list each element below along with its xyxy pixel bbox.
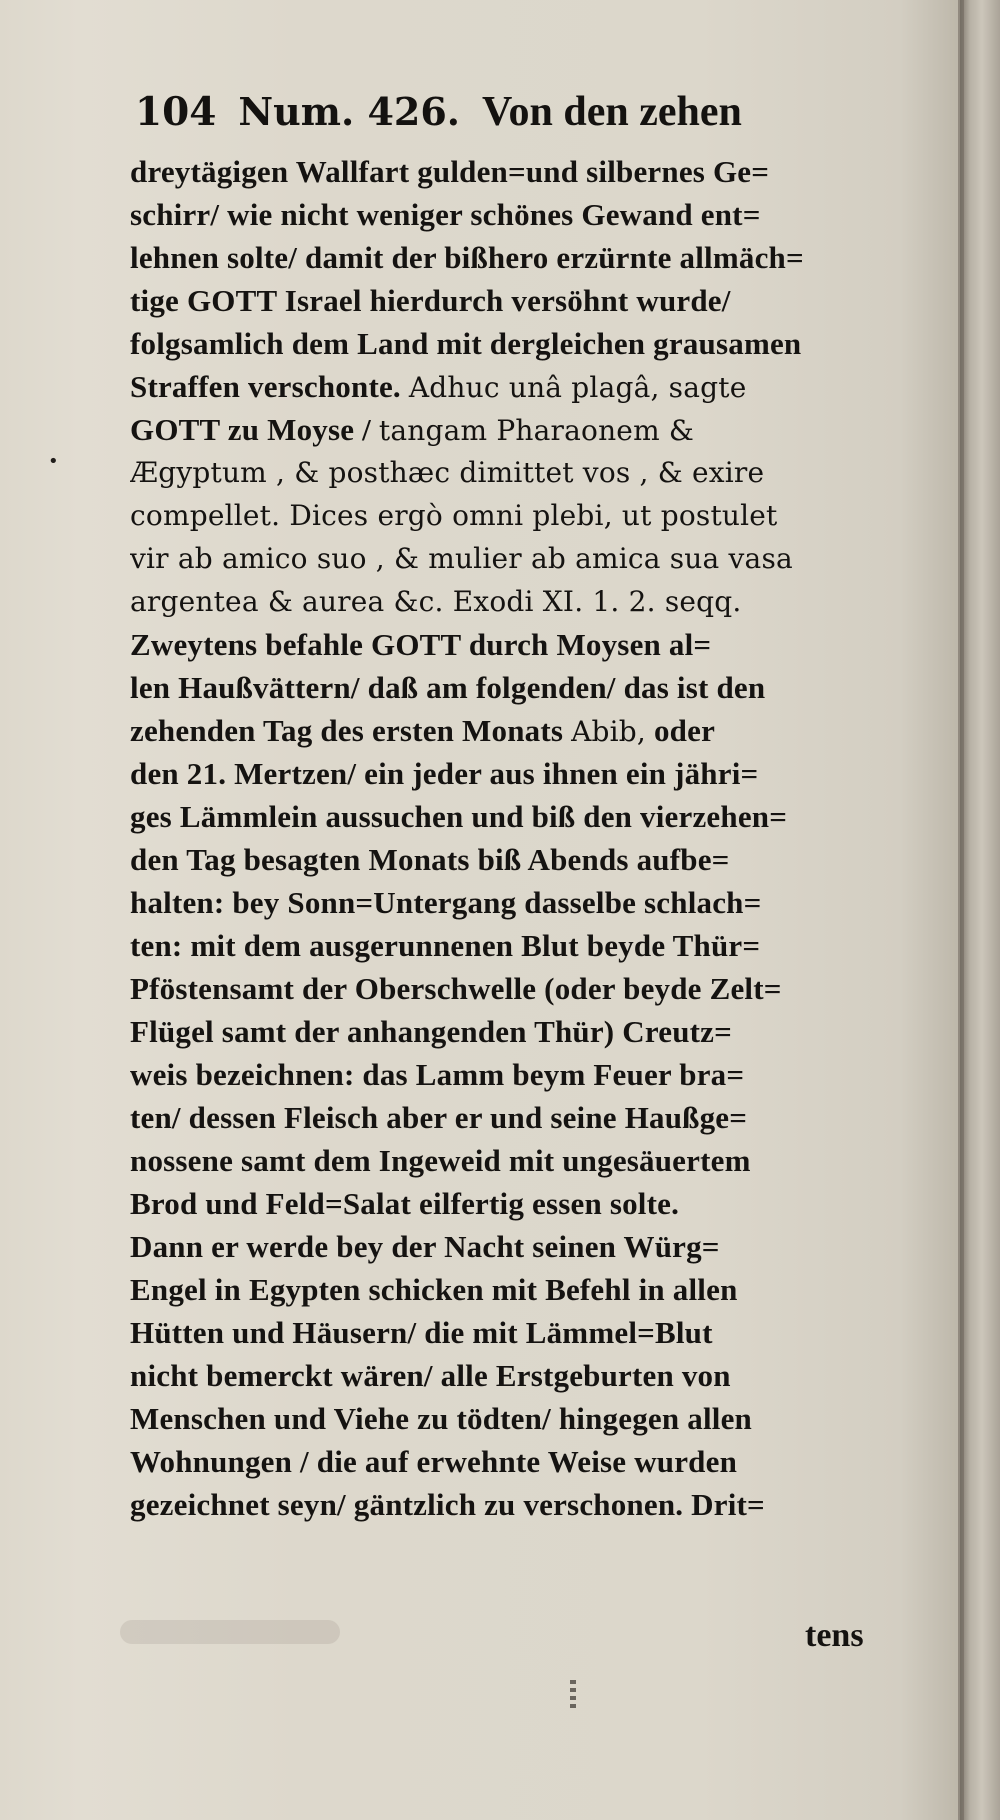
text-line-12: Zweytens befahle GOTT durch Moysen al= [130,627,712,662]
text-line-1: dreytägigen Wallfart gulden=und silbernes Ge= [130,154,770,189]
text-line-13: len Haußvättern/ daß am folgenden/ das ist den [130,670,766,705]
text-line-7-german: GOTT zu Moyse / [130,412,371,447]
text-line-29: nicht bemerckt wären/ alle Erstgeburten von [130,1358,731,1393]
text-line-18: halten: bey Sonn=Untergang dasselbe schlach= [130,885,762,920]
text-line-19: ten: mit dem ausgerunnenen Blut beyde Thür= [130,928,761,963]
text-line-2: schirr/ wie nicht weniger schönes Gewand ent= [130,197,761,232]
text-line-4: tige GOTT Israel hierdurch versöhnt wurde/ [130,283,731,318]
text-line-14 [130,709,920,752]
margin-mark-icon: • [48,451,59,472]
text-line-14-latin: Abib, [571,715,647,748]
text-line-11: argentea & aurea &c. Exodi XI. 1. 2. seqq. [130,585,742,618]
text-line-21: Flügel samt der anhangenden Thür) Creutz= [130,1014,732,1049]
text-line-17: den Tag besagten Monats biß Abends aufbe= [130,842,730,877]
text-line-25: Brod und Feld=Salat eilfertig essen solte. [130,1186,680,1221]
text-line-8: Ægyptum , & posthæc dimittet vos , & exire [130,456,765,489]
text-line-15: den 21. Mertzen/ ein jeder aus ihnen ein jähri= [130,756,759,791]
text-line-7-latin: tangam Pharaonem & [378,414,695,447]
page-edge-shadow [960,0,1000,1820]
text-line-28: Hütten und Häusern/ die mit Lämmel=Blut [130,1315,713,1350]
text-line-26: Dann er werde bey der Nacht seinen Würg= [130,1229,720,1264]
text-line-10: vir ab amico suo , & mulier ab amica sua vasa [130,542,793,575]
page-header [135,88,815,146]
catchword: tens [805,1617,864,1654]
main-text [130,150,920,1670]
text-line-16: ges Lämmlein aussuchen und biß den vierzehen= [130,799,788,834]
text-line-5: folgsamlich dem Land mit dergleichen grausamen [130,326,802,361]
text-line-9: compellet. Dices ergò omni plebi, ut postulet [130,499,778,532]
ink-smudge [120,1620,340,1644]
text-line-31: Wohnungen / die auf erwehnte Weise wurden [130,1444,738,1479]
text-line-14-tail: oder [653,713,716,748]
text-line-20: Pföstensamt der Oberschwelle (oder beyde Zelt= [130,971,782,1006]
text-line-30: Menschen und Viehe zu tödten/ hingegen allen [130,1401,752,1436]
text-line-6-german: Straffen verschonte. [130,369,401,404]
text-line-32: gezeichnet seyn/ gäntzlich zu verschonen. Drit= [130,1487,765,1522]
text-line-3: lehnen solte/ damit der bißhero erzürnte allmäch= [130,240,804,275]
text-line-24: nossene samt dem Ingeweid mit ungesäuertem [130,1143,751,1178]
text-line-22: weis bezeichnen: das Lamm beym Feuer bra= [130,1057,745,1092]
section-number: Num. 426. [238,89,461,134]
bottom-dots [570,1680,576,1708]
text-line-6-latin: Adhuc unâ plagâ, sagte [408,371,747,404]
page-fold-shadow [958,0,964,1820]
text-line-23: ten/ dessen Fleisch aber er und seine Haußge= [130,1100,748,1135]
text-line-6 [130,365,920,408]
text-line-7 [130,408,920,451]
page-number: 104 [135,89,217,135]
text-line-27: Engel in Egypten schicken mit Befehl in allen [130,1272,738,1307]
text-line-14-german: zehenden Tag des ersten Monats [130,713,564,748]
running-title: Von den zehen [482,89,742,135]
